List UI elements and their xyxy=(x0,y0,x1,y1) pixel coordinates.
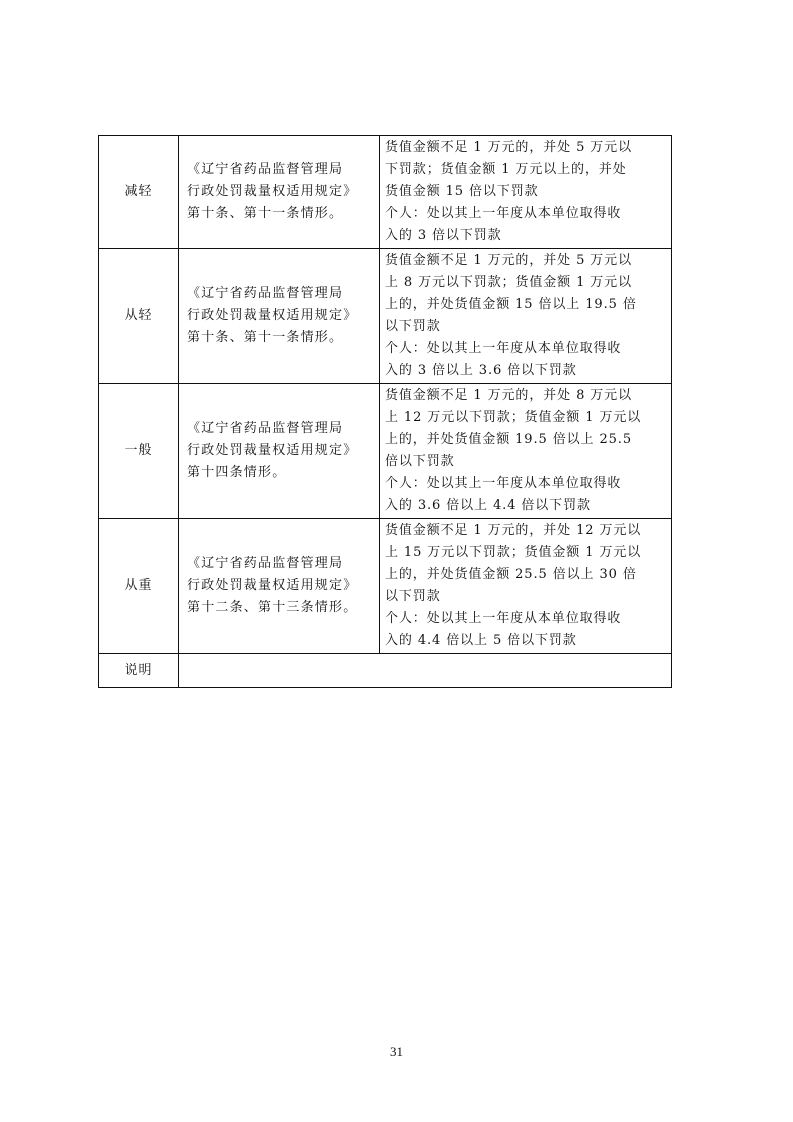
basis-line: 第十条、第十一条情形。 xyxy=(187,330,344,345)
penalty-line: 上的，并处货值金额 19.5 倍以上 25.5 xyxy=(385,432,632,447)
basis-line: 《辽宁省药品监督管理局 xyxy=(187,421,344,436)
penalty-line: 以下罚款 xyxy=(385,319,441,334)
penalty-line: 上的，并处货值金额 25.5 倍以上 30 倍 xyxy=(385,567,637,582)
penalty-cell xyxy=(380,136,672,249)
penalty-line: 上的，并处货值金额 15 倍以上 19.5 倍 xyxy=(385,297,637,312)
penalty-line: 货值金额不足 1 万元的，并处 8 万元以 xyxy=(385,388,632,403)
basis-line: 《辽宁省药品监督管理局 xyxy=(187,556,344,571)
basis-line: 行政处罚裁量权适用规定》 xyxy=(187,308,358,323)
level-cell: 减轻 xyxy=(99,136,179,249)
basis-cell xyxy=(179,249,380,384)
discretion-table xyxy=(98,135,672,688)
penalty-cell xyxy=(380,519,672,654)
penalty-line: 货值金额 15 倍以下罚款 xyxy=(385,184,539,199)
penalty-line: 上 8 万元以下罚款；货值金额 1 万元以 xyxy=(385,275,632,290)
level-cell: 从轻 xyxy=(99,249,179,384)
level-cell: 从重 xyxy=(99,519,179,654)
penalty-cell xyxy=(380,384,672,519)
basis-line: 第十条、第十一条情形。 xyxy=(187,206,344,221)
penalty-line: 入的 4.4 倍以上 5 倍以下罚款 xyxy=(385,633,577,648)
penalty-line: 个人：处以其上一年度从本单位取得收 xyxy=(385,476,622,491)
penalty-line: 入的 3.6 倍以上 4.4 倍以下罚款 xyxy=(385,498,591,513)
row-general xyxy=(99,384,672,519)
penalty-line: 货值金额不足 1 万元的，并处 5 万元以 xyxy=(385,140,632,155)
penalty-line: 个人：处以其上一年度从本单位取得收 xyxy=(385,206,622,221)
basis-cell xyxy=(179,519,380,654)
penalty-line: 上 12 万元以下罚款；货值金额 1 万元以 xyxy=(385,410,642,425)
basis-line: 行政处罚裁量权适用规定》 xyxy=(187,578,358,593)
penalty-line: 货值金额不足 1 万元的，并处 12 万元以 xyxy=(385,523,642,538)
penalty-line: 下罚款；货值金额 1 万元以上的，并处 xyxy=(385,162,627,177)
basis-line: 《辽宁省药品监督管理局 xyxy=(187,162,344,177)
penalty-cell xyxy=(380,249,672,384)
penalty-line: 以下罚款 xyxy=(385,589,441,604)
row-lighter xyxy=(99,249,672,384)
basis-cell xyxy=(179,136,380,249)
basis-line: 行政处罚裁量权适用规定》 xyxy=(187,443,358,458)
level-cell: 一般 xyxy=(99,384,179,519)
note-label: 说明 xyxy=(99,654,179,688)
penalty-line: 倍以下罚款 xyxy=(385,454,455,469)
note-content xyxy=(179,654,672,688)
penalty-line: 货值金额不足 1 万元的，并处 5 万元以 xyxy=(385,253,632,268)
basis-line: 行政处罚裁量权适用规定》 xyxy=(187,184,358,199)
basis-cell xyxy=(179,384,380,519)
page-number: 31 xyxy=(390,1044,403,1059)
basis-line: 第十四条情形。 xyxy=(187,465,287,480)
row-note xyxy=(99,654,672,688)
penalty-line: 入的 3 倍以下罚款 xyxy=(385,228,502,243)
basis-line: 《辽宁省药品监督管理局 xyxy=(187,286,344,301)
penalty-line: 个人：处以其上一年度从本单位取得收 xyxy=(385,611,622,626)
penalty-line: 入的 3 倍以上 3.6 倍以下罚款 xyxy=(385,363,577,378)
row-mitigated xyxy=(99,136,672,249)
row-heavier xyxy=(99,519,672,654)
penalty-line: 上 15 万元以下罚款；货值金额 1 万元以 xyxy=(385,545,642,560)
penalty-line: 个人：处以其上一年度从本单位取得收 xyxy=(385,341,622,356)
basis-line: 第十二条、第十三条情形。 xyxy=(187,600,358,615)
